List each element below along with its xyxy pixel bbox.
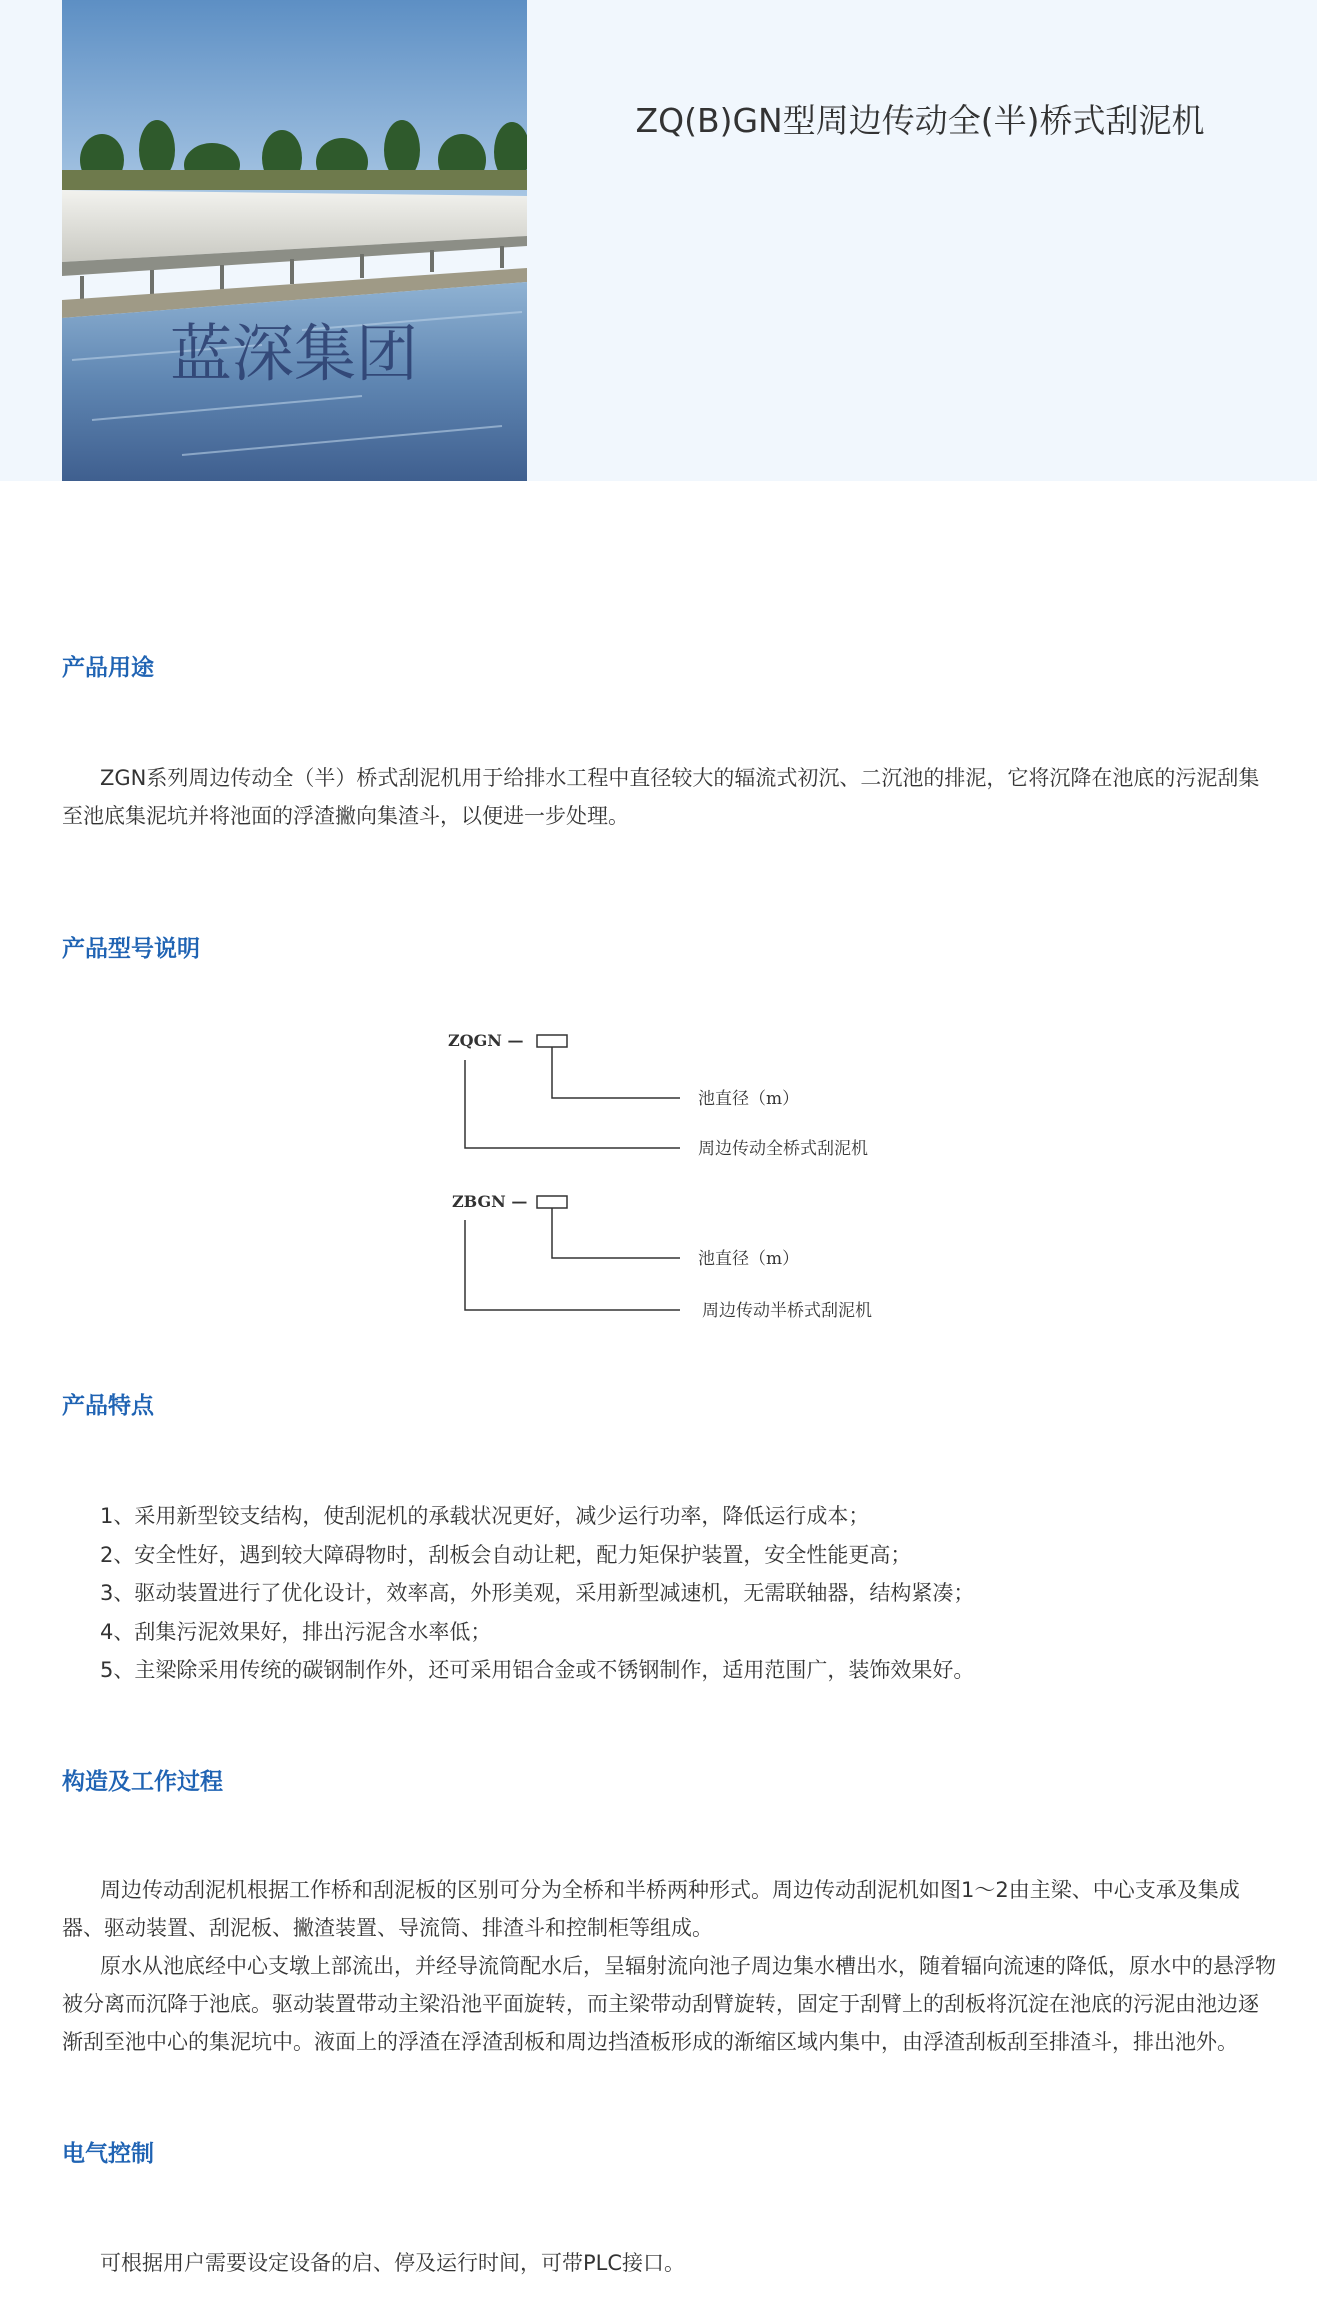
structure-paragraph-1: 周边传动刮泥机根据工作桥和刮泥板的区别可分为全桥和半桥两种形式。周边传动刮泥机如图1～2由主梁、中心支承及集成器、驱动装置、刮泥板、撇渣装置、导流筒、排渣斗和控制柜等组成。 [62,1878,1240,1940]
electrical-paragraph: 可根据用户需要设定设备的启、停及运行时间，可带PLC接口。 [100,2251,686,2275]
label-diameter-full: 池直径（m） [698,1089,800,1109]
photo-watermark: 蓝深集团 [169,317,419,390]
feature-item: 3、驱动装置进行了优化设计，效率高，外形美观，采用新型减速机，无需联轴器，结构紧凑； [100,1581,975,1605]
features-list [100,1497,974,1690]
section-heading-features: 产品特点 [62,1393,154,1419]
model-code-half: ZBGN — [452,1192,528,1211]
model-code-full: ZQGN — [448,1031,524,1050]
feature-item: 2、安全性好，遇到较大障碍物时，刮板会自动让耙，配力矩保护装置，安全性能更高； [100,1542,912,1567]
structure-paragraph-2: 原水从池底经中心支墩上部流出，并经导流筒配水后，呈辐射流向池子周边集水槽出水，随着辐向流速的降低，原水中的悬浮物被分离而沉降于池底。驱动装置带动主梁沿池平面旋转，而主梁带动刮臂旋转，固定于刮臂上的刮板将沉淀在池底的污泥由池边逐渐刮至池中心的集泥坑中。液面上的浮渣在浮渣刮板和周边挡渣板形成的渐缩区域内集中，由浮渣刮板刮至排渣斗，排出池外。 [62,1954,1276,2054]
hero-banner [0,0,1317,481]
product-photo [62,0,527,481]
section-heading-model: 产品型号说明 [62,936,200,962]
usage-paragraph: ZGN系列周边传动全（半）桥式刮泥机用于给排水工程中直径较大的辐流式初沉、二沉池的排泥，它将沉降在池底的污泥刮集至池底集泥坑并将池面的浮渣撇向集渣斗，以便进一步处理。 [62,766,1260,828]
feature-item: 1、采用新型铰支结构，使刮泥机的承载状况更好，减少运行功率，降低运行成本； [100,1504,870,1528]
label-type-half: 周边传动半桥式刮泥机 [702,1301,872,1321]
feature-item: 4、刮集污泥效果好，排出污泥含水率低； [100,1619,492,1644]
label-type-full: 周边传动全桥式刮泥机 [698,1139,868,1159]
section-heading-electrical: 电气控制 [62,2141,154,2167]
feature-item: 5、主梁除采用传统的碳钢制作外，还可采用铝合金或不锈钢制作，适用范围广，装饰效果好。 [100,1658,975,1682]
model-code-diagram [440,1020,920,1340]
section-heading-structure: 构造及工作过程 [62,1769,223,1795]
section-heading-usage: 产品用途 [62,655,154,681]
label-diameter-half: 池直径（m） [698,1249,800,1269]
page-title: ZQ(B)GN型周边传动全(半)桥式刮泥机 [635,101,1205,140]
